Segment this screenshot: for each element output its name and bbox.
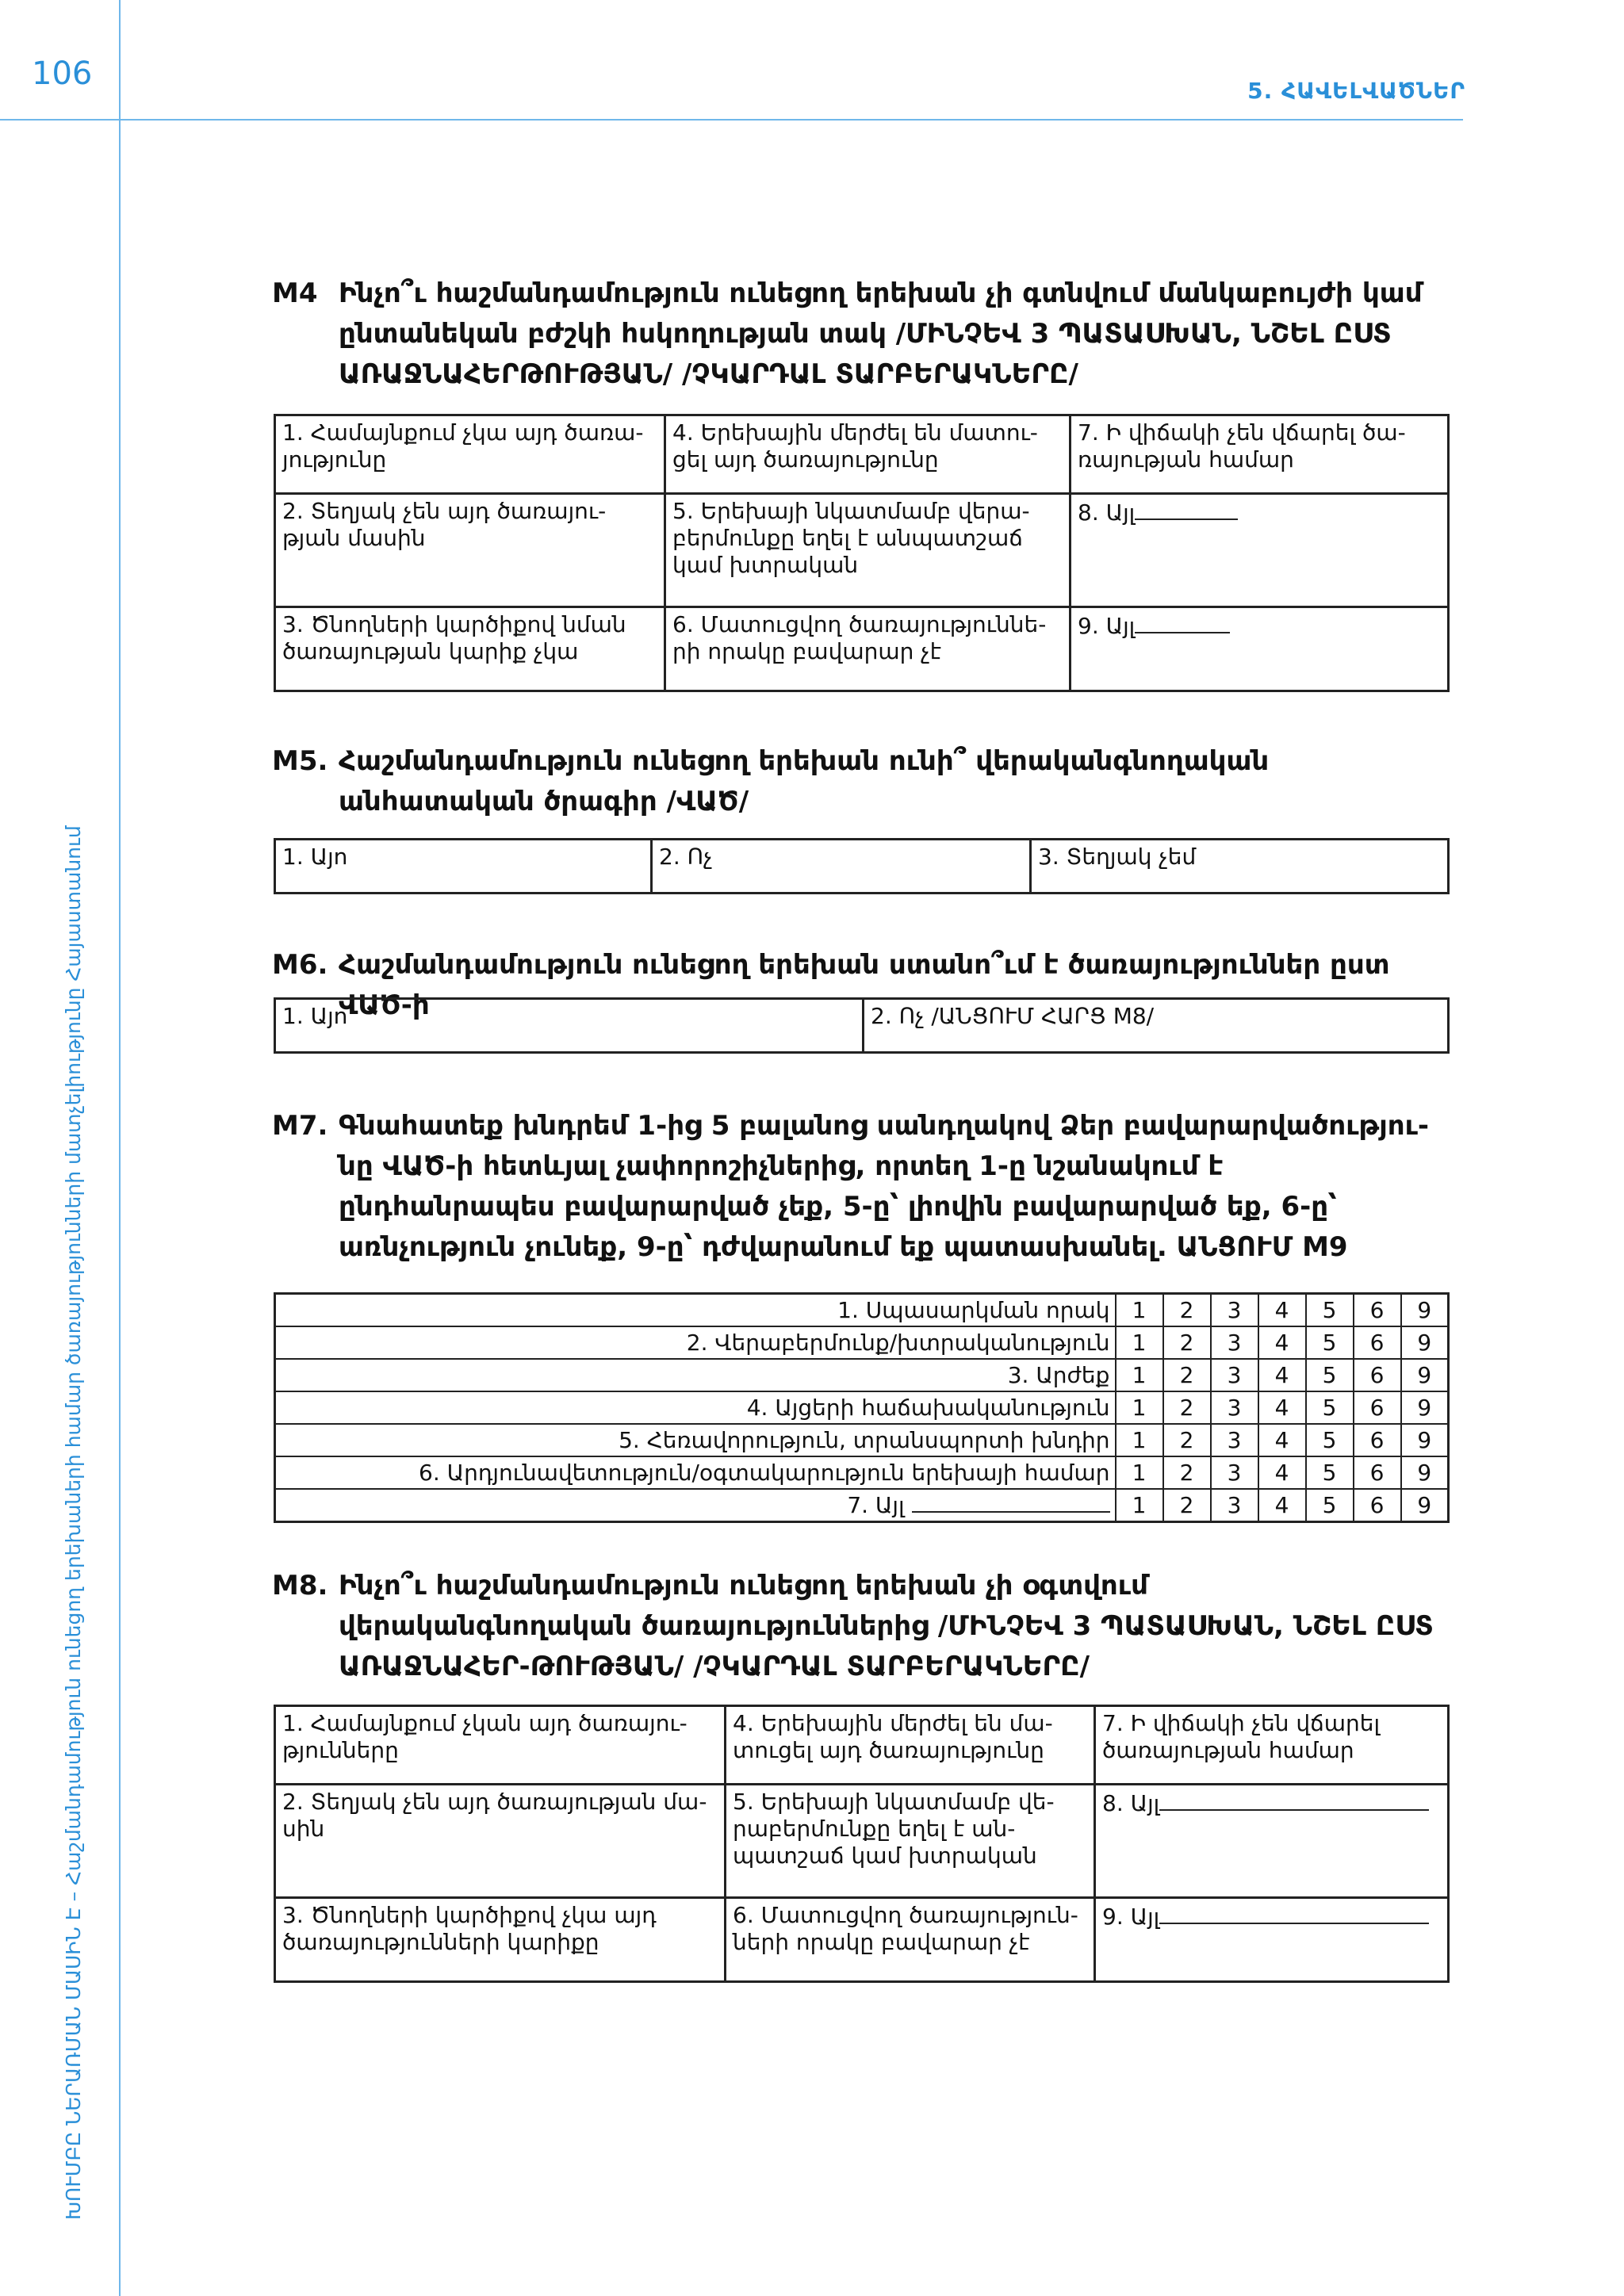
write-in-blank[interactable] (1159, 1789, 1429, 1811)
scale-option[interactable]: 5 (1306, 1359, 1354, 1391)
scale-option[interactable]: 9 (1401, 1391, 1449, 1424)
question-code: M5. (272, 745, 328, 777)
m5-options-table (274, 838, 1450, 894)
scale-option[interactable]: 6 (1354, 1326, 1401, 1359)
criterion-label: 3. Արժեք (275, 1359, 1116, 1391)
rating-row (275, 1294, 1449, 1327)
option-cell[interactable] (1071, 607, 1449, 691)
option-label: 8. Այլ (1078, 499, 1136, 526)
question-m5 (272, 741, 1438, 822)
option-cell[interactable]: 4. Երեխային մերժել են մա-տուցել այդ ծառայությունը (726, 1706, 1095, 1785)
criterion-label: 4. Այցերի հաճախականություն (275, 1391, 1116, 1424)
option-cell[interactable]: 1. Այո (275, 999, 864, 1053)
rating-row (275, 1489, 1449, 1522)
question-text: Հաշմանդամություն ունեցող երեխան ունի՞ վերականգնողական անհատական ծրագիր /ՎԱԾ/ (339, 745, 1270, 817)
scale-option[interactable]: 5 (1306, 1294, 1354, 1327)
criterion-label: 1. Սպասարկման որակ (275, 1294, 1116, 1327)
scale-option[interactable]: 1 (1116, 1326, 1163, 1359)
option-cell[interactable]: 5. Երեխայի նկատմամբ վե-րաբերմունքը եղել է ան-պատշաճ կամ խտրական (726, 1785, 1095, 1898)
scale-option[interactable]: 3 (1211, 1456, 1258, 1489)
question-m8 (272, 1566, 1438, 1687)
rating-row (275, 1424, 1449, 1456)
question-code: M7. (272, 1110, 328, 1142)
scale-option[interactable]: 2 (1163, 1391, 1211, 1424)
rating-row (275, 1456, 1449, 1489)
scale-option[interactable]: 3 (1211, 1326, 1258, 1359)
scale-option[interactable]: 4 (1258, 1424, 1306, 1456)
scale-option[interactable]: 1 (1116, 1456, 1163, 1489)
option-cell[interactable]: 2. Ոչ /ԱՆՑՈՒՄ ՀԱՐՑ M8/ (864, 999, 1449, 1053)
scale-option[interactable]: 9 (1401, 1456, 1449, 1489)
criterion-label: 2. Վերաբերմունք/խտրականություն (275, 1326, 1116, 1359)
question-text: Հաշմանդամություն ունեցող երեխան ստանո՞ւմ է ծառայություններ ըստ ՎԱԾ-ի (339, 949, 1390, 1021)
page-number: 106 (32, 55, 93, 92)
scale-option[interactable]: 1 (1116, 1424, 1163, 1456)
scale-option[interactable]: 4 (1258, 1391, 1306, 1424)
write-in-blank[interactable] (1159, 1902, 1429, 1924)
option-cell[interactable]: 2. Տեղյակ չեն այդ ծառայու-թյան մասին (275, 494, 665, 607)
option-cell[interactable]: 2. Տեղյակ չեն այդ ծառայության մա-սին (275, 1785, 726, 1898)
scale-option[interactable]: 5 (1306, 1326, 1354, 1359)
scale-option[interactable]: 5 (1306, 1424, 1354, 1456)
rating-row (275, 1359, 1449, 1391)
question-code: M6. (272, 949, 328, 981)
scale-option[interactable]: 9 (1401, 1359, 1449, 1391)
scale-option[interactable]: 9 (1401, 1489, 1449, 1522)
option-label: 9. Այլ (1102, 1904, 1160, 1930)
option-cell[interactable]: 7. Ի վիճակի չեն վճարել ծա-ռայության համար (1071, 415, 1449, 494)
question-text: Գնահատեք խնդրեմ 1-ից 5 բալանոց սանդղակով Ձեր բավարարվածությու-նը ՎԱԾ-ի հետևյալ չափորոշիչներից, որտեղ 1-ը նշանակում է ընդհանրապես բավարարված չեք, 5-ը՝ լիովին բավարարված եք, 6-ը՝ առնչություն չունեք, 9-ը՝ դժվարանում եք պատասխանել. ԱՆՑՈՒՄ M9 (339, 1110, 1429, 1263)
side-rule (119, 0, 121, 2296)
question-code: M4 (272, 277, 318, 309)
scale-option[interactable]: 6 (1354, 1294, 1401, 1327)
option-cell[interactable]: 7. Ի վիճակի չեն վճարել ծառայության համար (1095, 1706, 1449, 1785)
scale-option[interactable]: 2 (1163, 1456, 1211, 1489)
scale-option[interactable]: 4 (1258, 1456, 1306, 1489)
scale-option[interactable]: 4 (1258, 1326, 1306, 1359)
scale-option[interactable]: 2 (1163, 1359, 1211, 1391)
option-cell[interactable]: 2. Ոչ (652, 840, 1031, 894)
option-cell[interactable] (1071, 494, 1449, 607)
option-cell[interactable]: 6. Մատուցվող ծառայություն-ների որակը բավարար չէ (726, 1898, 1095, 1982)
option-cell[interactable]: 1. Համայնքում չկան այդ ծառայու-թյունները (275, 1706, 726, 1785)
scale-option[interactable]: 3 (1211, 1359, 1258, 1391)
criterion-label: 5. Հեռավորություն, տրանսպորտի խնդիր (275, 1424, 1116, 1456)
criterion-label-text: 7. Այլ (847, 1492, 905, 1518)
option-label: 9. Այլ (1078, 613, 1136, 639)
scale-option[interactable]: 6 (1354, 1456, 1401, 1489)
scale-option[interactable]: 6 (1354, 1489, 1401, 1522)
scale-option[interactable]: 3 (1211, 1424, 1258, 1456)
m6-options-table (274, 997, 1450, 1054)
scale-option[interactable]: 4 (1258, 1359, 1306, 1391)
option-cell[interactable]: 3. Տեղյակ չեմ (1031, 840, 1449, 894)
scale-option[interactable]: 2 (1163, 1294, 1211, 1327)
scale-option[interactable]: 3 (1211, 1391, 1258, 1424)
question-m7 (272, 1106, 1438, 1268)
scale-option[interactable]: 1 (1116, 1489, 1163, 1522)
scale-option[interactable]: 1 (1116, 1391, 1163, 1424)
rating-row (275, 1326, 1449, 1359)
scale-option[interactable]: 3 (1211, 1294, 1258, 1327)
write-in-blank[interactable] (1135, 611, 1230, 633)
option-cell[interactable] (1095, 1785, 1449, 1898)
m4-options-table (274, 414, 1450, 692)
question-text: Ինչո՞ւ հաշմանդամություն ունեցող երեխան չի գտնվում մանկաբույժի կամ ընտանեկան բժշկի հսկողության տակ /ՄԻՆՉԵՎ 3 ՊԱՏԱՍԽԱՆ, ՆՇԵԼ ԸՍՏ ԱՌԱՋՆԱՀԵՐԹՈՒԹՅԱՆ/ /ՉԿԱՐԴԱԼ ՏԱՐԲԵՐԱԿՆԵՐԸ/ (339, 277, 1423, 390)
scale-option[interactable]: 4 (1258, 1294, 1306, 1327)
rating-row (275, 1391, 1449, 1424)
scale-option[interactable]: 2 (1163, 1489, 1211, 1522)
running-title: 5. ՀԱՎԵԼՎԱԾՆԵՐ (1247, 78, 1465, 104)
scale-option[interactable]: 2 (1163, 1326, 1211, 1359)
scale-option[interactable]: 6 (1354, 1391, 1401, 1424)
write-in-blank[interactable] (912, 1490, 1110, 1513)
scale-option[interactable]: 5 (1306, 1489, 1354, 1522)
scale-option[interactable]: 1 (1116, 1359, 1163, 1391)
question-m4 (272, 274, 1438, 395)
option-cell[interactable] (1095, 1898, 1449, 1982)
scale-option[interactable]: 9 (1401, 1326, 1449, 1359)
option-cell[interactable]: 4. Երեխային մերժել են մատու-ցել այդ ծառայությունը (665, 415, 1071, 494)
option-cell[interactable]: 3. Ծնողների կարծիքով չկա այդ ծառայությունների կարիքը (275, 1898, 726, 1982)
option-cell[interactable]: 6. Մատուցվող ծառայություննե-րի որակը բավարար չէ (665, 607, 1071, 691)
scale-option[interactable]: 4 (1258, 1489, 1306, 1522)
option-cell[interactable]: 1. Համայնքում չկա այդ ծառա-յությունը (275, 415, 665, 494)
scale-option[interactable]: 6 (1354, 1359, 1401, 1391)
scale-option[interactable]: 5 (1306, 1456, 1354, 1489)
scale-option[interactable]: 3 (1211, 1489, 1258, 1522)
option-cell[interactable]: 3. Ծնողների կարծիքով նման ծառայության կարիք չկա (275, 607, 665, 691)
option-label: 8. Այլ (1102, 1790, 1160, 1816)
criterion-label (275, 1489, 1116, 1522)
option-cell[interactable]: 5. Երեխայի նկատմամբ վերա-բերմունքը եղել է անպատշաճ կամ խտրական (665, 494, 1071, 607)
scale-option[interactable]: 6 (1354, 1424, 1401, 1456)
scale-option[interactable]: 5 (1306, 1391, 1354, 1424)
top-rule (0, 119, 1463, 121)
side-running-text: ԽՈՒՄԲԸ ՆԵՐԱՌՄԱՆ ՄԱՍԻՆ Է – Հաշմանդամություն ունեցող երեխաների համար ծառայությունների մատչելիությունը Հայաստանում (62, 825, 85, 2220)
scale-option[interactable]: 9 (1401, 1424, 1449, 1456)
option-cell[interactable]: 1. Այո (275, 840, 652, 894)
question-code: M8. (272, 1570, 328, 1601)
scale-option[interactable]: 2 (1163, 1424, 1211, 1456)
criterion-label: 6. Արդյունավետություն/օգտակարություն երեխայի համար (275, 1456, 1116, 1489)
scale-option[interactable]: 1 (1116, 1294, 1163, 1327)
scale-option[interactable]: 9 (1401, 1294, 1449, 1327)
m7-rating-table (274, 1292, 1450, 1523)
m8-options-table (274, 1705, 1450, 1983)
question-text: Ինչո՞ւ հաշմանդամություն ունեցող երեխան չի օգտվում վերականգնողական ծառայություններից /ՄԻՆՉԵՎ 3 ՊԱՏԱՍԽԱՆ, ՆՇԵԼ ԸՍՏ ԱՌԱՋՆԱՀԵՐ-ԹՈՒԹՅԱՆ/ /ՉԿԱՐԴԱԼ ՏԱՐԲԵՐԱԿՆԵՐԸ/ (339, 1570, 1434, 1682)
write-in-blank[interactable] (1135, 498, 1238, 520)
